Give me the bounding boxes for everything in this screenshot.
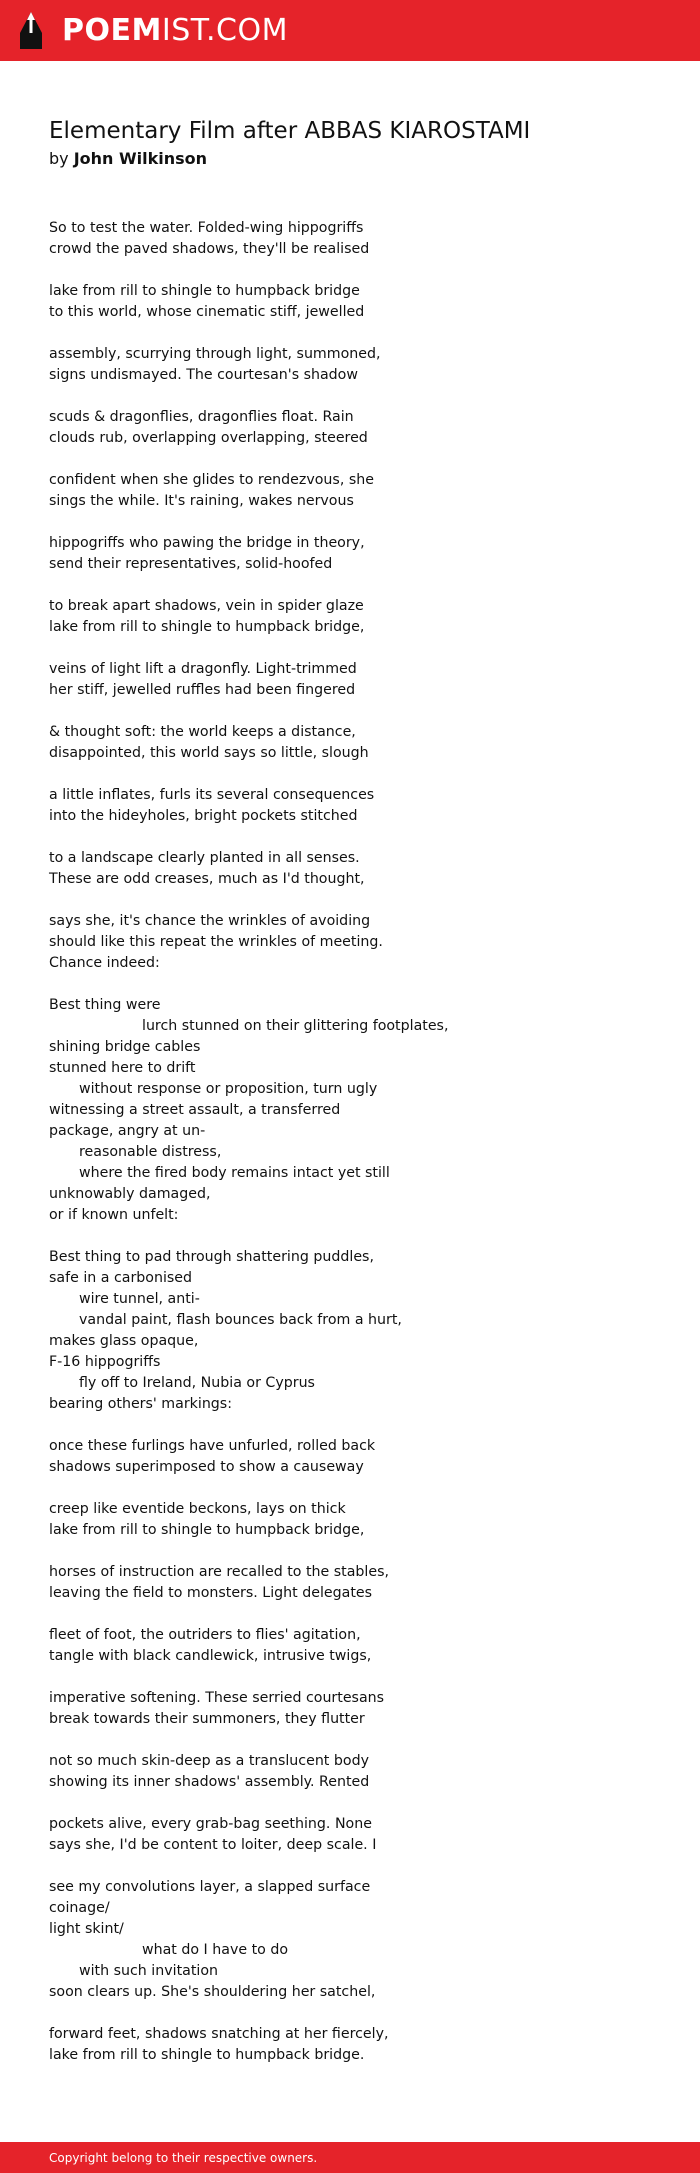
poem-line: assembly, scurrying through light, summoned, <box>49 346 381 362</box>
stanza-break <box>49 1478 609 1499</box>
poem-line: shadows superimposed to show a causeway <box>49 1459 364 1475</box>
site-footer <box>0 2142 700 2173</box>
poem-line: creep like eventide beckons, lays on thick <box>49 1501 346 1517</box>
logo-light-text: IST.COM <box>161 13 288 48</box>
poem-line: soon clears up. She's shouldering her satchel, <box>49 1984 376 2000</box>
poem-line: Best thing were <box>49 997 161 1013</box>
author-name[interactable]: John Wilkinson <box>73 149 208 168</box>
poem-line: disappointed, this world says so little, slough <box>49 745 369 761</box>
poem-line: horses of instruction are recalled to the stables, <box>49 1564 390 1580</box>
poem-line: with such invitation <box>79 1963 219 1979</box>
pen-nib-icon <box>18 11 44 51</box>
stanza-break <box>49 449 609 470</box>
stanza-break <box>49 2003 609 2024</box>
poem-line: her stiff, jewelled ruffles had been fingered <box>49 682 356 698</box>
poem-line: imperative softening. These serried courtesans <box>49 1690 385 1706</box>
poem-line: a little inflates, furls its several consequences <box>49 787 375 803</box>
poem-line: should like this repeat the wrinkles of meeting. <box>49 934 383 950</box>
by-label: by <box>49 149 69 168</box>
poem-line: tangle with black candlewick, intrusive twigs, <box>49 1648 372 1664</box>
poem-line: break towards their summoners, they flutter <box>49 1711 365 1727</box>
stanza-break <box>49 323 609 344</box>
stanza-break <box>49 638 609 659</box>
poem-line: wire tunnel, anti- <box>79 1291 200 1307</box>
poem-line: reasonable distress, <box>79 1144 222 1160</box>
stanza-break <box>49 827 609 848</box>
poem-line: or if known unfelt: <box>49 1207 179 1223</box>
site-header <box>0 0 700 61</box>
poem-body <box>49 218 609 2066</box>
stanza-break <box>49 1226 609 1247</box>
stanza-break <box>49 890 609 911</box>
poem-line: sings the while. It's raining, wakes nervous <box>49 493 354 509</box>
poem-line: lake from rill to shingle to humpback bridge. <box>49 2047 365 2063</box>
stanza-break <box>49 512 609 533</box>
stanza-break <box>49 764 609 785</box>
poem-line: These are odd creases, much as I'd thought, <box>49 871 365 887</box>
poem-line: lake from rill to shingle to humpback bridge, <box>49 1522 365 1538</box>
stanza-break <box>49 1604 609 1625</box>
poem-line: forward feet, shadows snatching at her fiercely, <box>49 2026 389 2042</box>
stanza-break <box>49 1541 609 1562</box>
poem-line: bearing others' markings: <box>49 1396 232 1412</box>
stanza-break <box>49 1856 609 1877</box>
poem-line: without response or proposition, turn ugly <box>79 1081 378 1097</box>
byline <box>49 148 207 170</box>
logo-bold-text: POEM <box>62 13 162 48</box>
poem-line: Chance indeed: <box>49 955 160 971</box>
poem-line: makes glass opaque, <box>49 1333 199 1349</box>
poem-line: once these furlings have unfurled, rolled back <box>49 1438 376 1454</box>
poem-line: where the fired body remains intact yet still <box>79 1165 390 1181</box>
poem-line: veins of light lift a dragonfly. Light-trimmed <box>49 661 357 677</box>
poem-line: to this world, whose cinematic stiff, jewelled <box>49 304 365 320</box>
poem-line: package, angry at un- <box>49 1123 206 1139</box>
poem-line: confident when she glides to rendezvous, she <box>49 472 374 488</box>
poem-line: & thought soft: the world keeps a distance, <box>49 724 356 740</box>
stanza-break <box>49 386 609 407</box>
poem-line: showing its inner shadows' assembly. Rented <box>49 1774 370 1790</box>
stanza-break <box>49 1415 609 1436</box>
poem-line: crowd the paved shadows, they'll be realised <box>49 241 370 257</box>
poem-line: vandal paint, flash bounces back from a hurt, <box>79 1312 402 1328</box>
stanza-break <box>49 575 609 596</box>
poem-line: scuds & dragonflies, dragonflies float. Rain <box>49 409 354 425</box>
poem-line: coinage/ <box>49 1900 110 1916</box>
stanza-break <box>49 260 609 281</box>
poem-line: to a landscape clearly planted in all senses. <box>49 850 360 866</box>
poem-line: light skint/ <box>49 1921 124 1937</box>
stanza-break <box>49 1730 609 1751</box>
poem-line: F-16 hippogriffs <box>49 1354 161 1370</box>
poem-line: lake from rill to shingle to humpback bridge, <box>49 619 365 635</box>
stanza-break <box>49 1667 609 1688</box>
poem-line: not so much skin-deep as a translucent body <box>49 1753 369 1769</box>
poem-line: signs undismayed. The courtesan's shadow <box>49 367 358 383</box>
poem-line: lurch stunned on their glittering footplates, <box>142 1018 449 1034</box>
poem-line: stunned here to drift <box>49 1060 196 1076</box>
poem-line: shining bridge cables <box>49 1039 201 1055</box>
stanza-break <box>49 1793 609 1814</box>
poem-line: So to test the water. Folded-wing hippogriffs <box>49 220 364 236</box>
poem-title: Elementary Film after ABBAS KIAROSTAMI <box>49 118 531 144</box>
poem-line: clouds rub, overlapping overlapping, steered <box>49 430 368 446</box>
stanza-break <box>49 974 609 995</box>
poem-line: Best thing to pad through shattering puddles, <box>49 1249 374 1265</box>
poem-line: pockets alive, every grab-bag seething. None <box>49 1816 372 1832</box>
poem-line: into the hideyholes, bright pockets stitched <box>49 808 358 824</box>
poem-line: fly off to Ireland, Nubia or Cyprus <box>79 1375 315 1391</box>
poem-line: hippogriffs who pawing the bridge in theory, <box>49 535 365 551</box>
poem-line: witnessing a street assault, a transferred <box>49 1102 341 1118</box>
poem-line: leaving the field to monsters. Light delegates <box>49 1585 373 1601</box>
site-logo-text <box>62 14 288 48</box>
poem-line: see my convolutions layer, a slapped surface <box>49 1879 371 1895</box>
stanza-break <box>49 701 609 722</box>
poem-line: to break apart shadows, vein in spider glaze <box>49 598 364 614</box>
poem-line: what do I have to do <box>142 1942 289 1958</box>
poem-line: says she, I'd be content to loiter, deep scale. I <box>49 1837 377 1853</box>
poem-line: send their representatives, solid-hoofed <box>49 556 333 572</box>
poem-line: says she, it's chance the wrinkles of avoiding <box>49 913 371 929</box>
poem-line: lake from rill to shingle to humpback bridge <box>49 283 360 299</box>
poem-line: fleet of foot, the outriders to flies' agitation, <box>49 1627 361 1643</box>
poem-line: safe in a carbonised <box>49 1270 193 1286</box>
poem-line: unknowably damaged, <box>49 1186 211 1202</box>
copyright-notice: Copyright belong to their respective owners. <box>49 2151 318 2165</box>
